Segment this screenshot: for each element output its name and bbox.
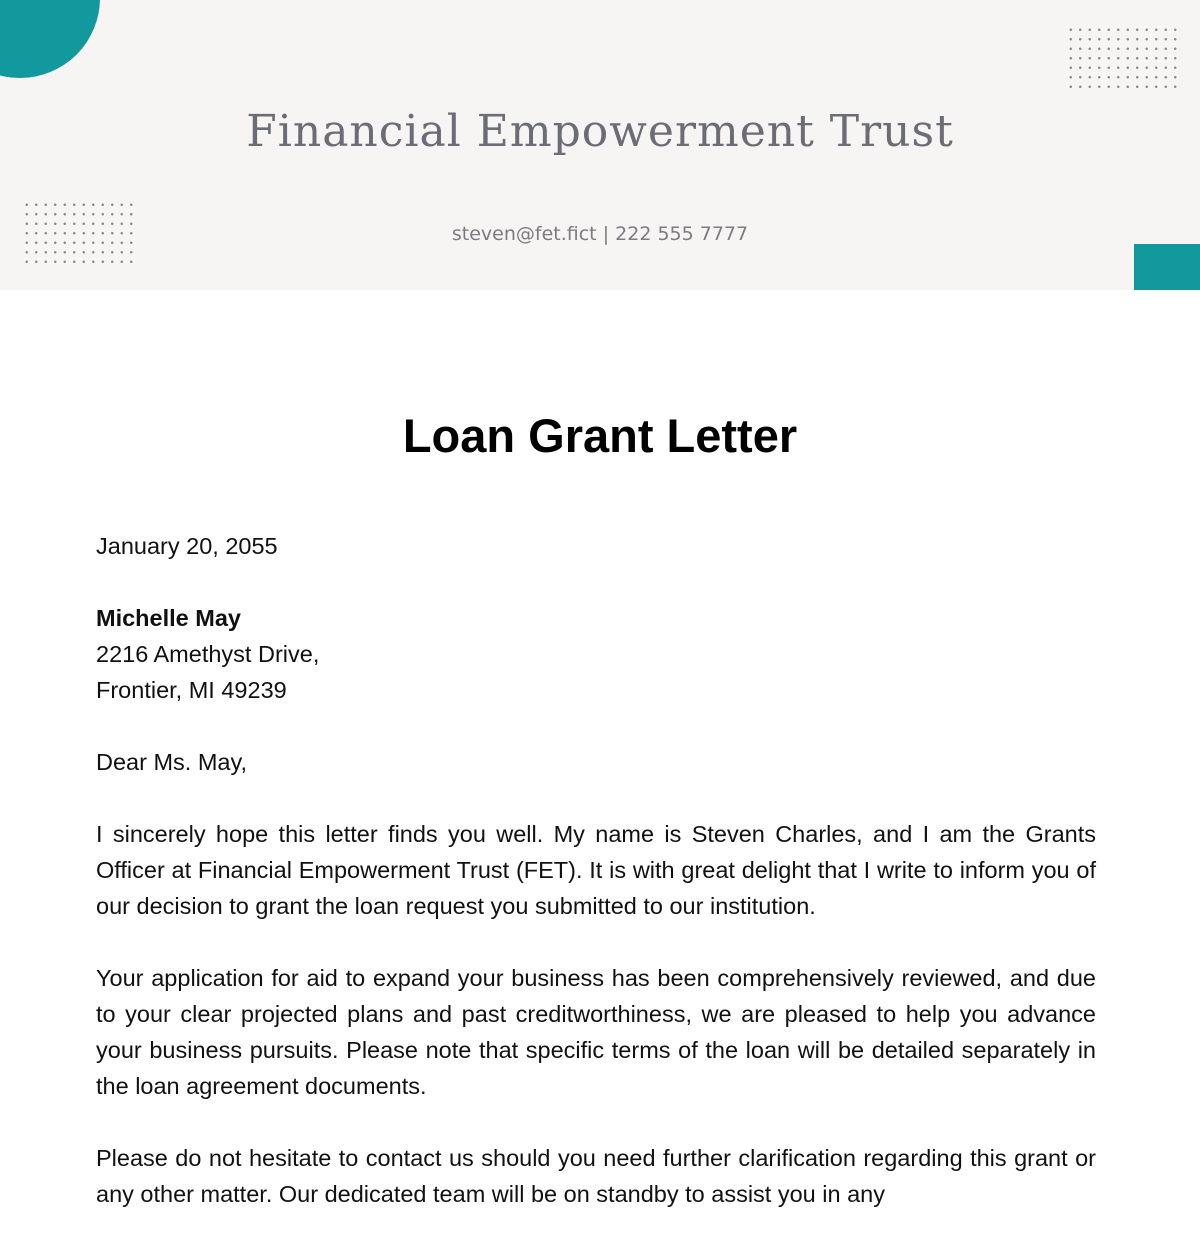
contact-info [0, 220, 1200, 248]
paragraph-contact: Please do not hesitate to contact us should you need further clarification regarding this grant or any other matter. Our dedicated team will be on standby to assist you in any [96, 1145, 1096, 1207]
recipient-name: Michelle May [96, 605, 241, 631]
recipient-address-line-1: 2216 Amethyst Drive, [96, 641, 320, 667]
contact-email: steven@fet.fict [451, 223, 597, 245]
paragraph-intro: I sincerely hope this letter finds you well. My name is Steven Charles, and I am the Grants Officer at Financial Empowerment Trust (FET). It is with great delight that I write to inform you of our decision to grant the loan request you submitted to our institution. [96, 821, 1096, 919]
decorative-dot-grid-top [1066, 25, 1178, 89]
letter-date: January 20, 2055 [96, 533, 278, 559]
letterhead [0, 0, 1200, 290]
recipient-address-line-2: Frontier, MI 49239 [96, 677, 287, 703]
contact-phone: 222 555 7777 [615, 223, 749, 245]
contact-separator: | [602, 223, 610, 245]
recipient-block [96, 600, 1096, 708]
letter-title: Loan Grant Letter [402, 409, 798, 462]
salutation: Dear Ms. May, [96, 749, 248, 775]
organization-name: Financial Empowerment Trust [246, 106, 954, 157]
decorative-block [1134, 244, 1200, 290]
decorative-circle [0, 0, 100, 78]
paragraph-review: Your application for aid to expand your business has been comprehensively reviewed, and due to your clear projected plans and past creditworthiness, we are pleased to help you advance your business pursuits. Please note that specific terms of the loan will be detailed separately in the loan agreement documents. [96, 965, 1096, 1099]
letter-body [96, 528, 1096, 1248]
